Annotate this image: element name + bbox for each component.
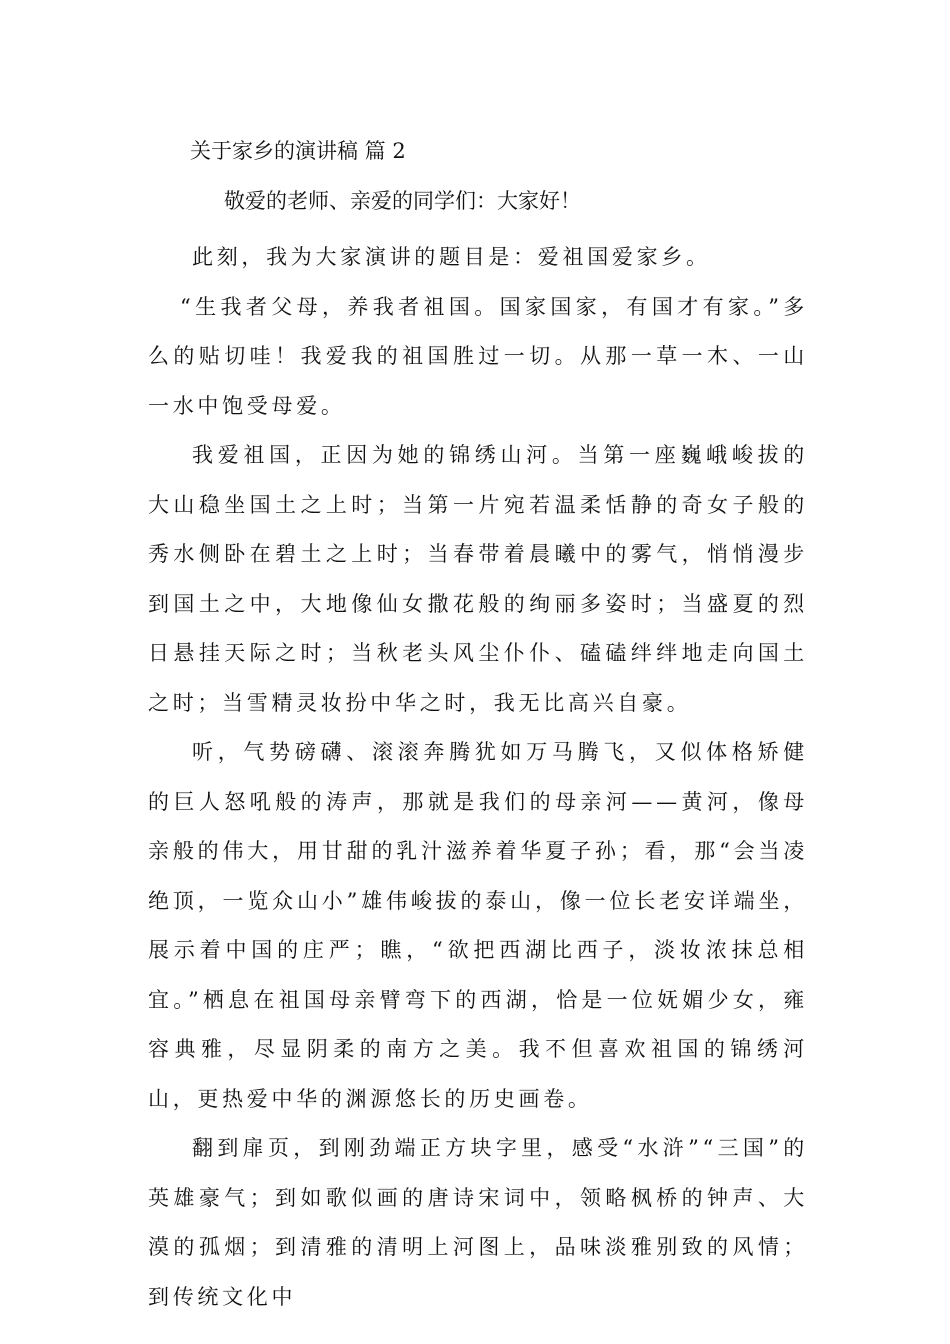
paragraph-quote: “生我者父母，养我者祖国。国家国家，有国才有家。”多么的贴切哇！我爱我的祖国胜过一切。从那一草一木、一山一水中饱受母爱。 (148, 294, 808, 418)
paragraph-scenery: 我爱祖国，正因为她的锦绣山河。当第一座巍峨峻拔的大山稳坐国土之上时；当第一片宛若温柔恬静的奇女子般的秀水侧卧在碧土之上时；当春带着晨曦中的雾气，悄悄漫步到国土之中，大地像仙女撒花般的绚丽多姿时；当盛夏的烈日悬挂天际之时；当秋老头风尘仆仆、磕磕绊绊地走向国土之时；当雪精灵妆扮中华之时，我无比高兴自豪。 (148, 443, 808, 715)
greeting-line: 敬爱的老师、亲爱的同学们：大家好！ (224, 189, 581, 213)
document-title: 关于家乡的演讲稿 篇 2 (190, 139, 406, 163)
paragraph-culture: 翻到扉页，到刚劲端正方块字里，感受“水浒”“三国”的英雄豪气；到如歌似画的唐诗宋词中，领略枫桥的钟声、大漠的孤烟；到清雅的清明上河图上，品味淡雅别致的风情；到传统文化中 (148, 1136, 808, 1309)
paragraph-topic: 此刻，我为大家演讲的题目是：爱祖国爱家乡。 (192, 245, 711, 269)
document-body (148, 233, 808, 1322)
paragraph-landmarks: 听，气势磅礴、滚滚奔腾犹如万马腾飞，又似体格矫健的巨人怒吼般的涛声，那就是我们的母亲河——黄河，像母亲般的伟大，用甘甜的乳汁滋养着华夏子孙；看，那“会当凌绝顶，一览众山小”雄伟峻拔的泰山，像一位长老安详端坐，展示着中国的庄严；瞧，“欲把西湖比西子，淡妆浓抹总相宜。”栖息在祖国母亲臂弯下的西湖，恰是一位妩媚少女，雍容典雅，尽显阴柔的南方之美。我不但喜欢祖国的锦绣河山，更热爱中华的渊源悠长的历史画卷。 (148, 740, 808, 1111)
